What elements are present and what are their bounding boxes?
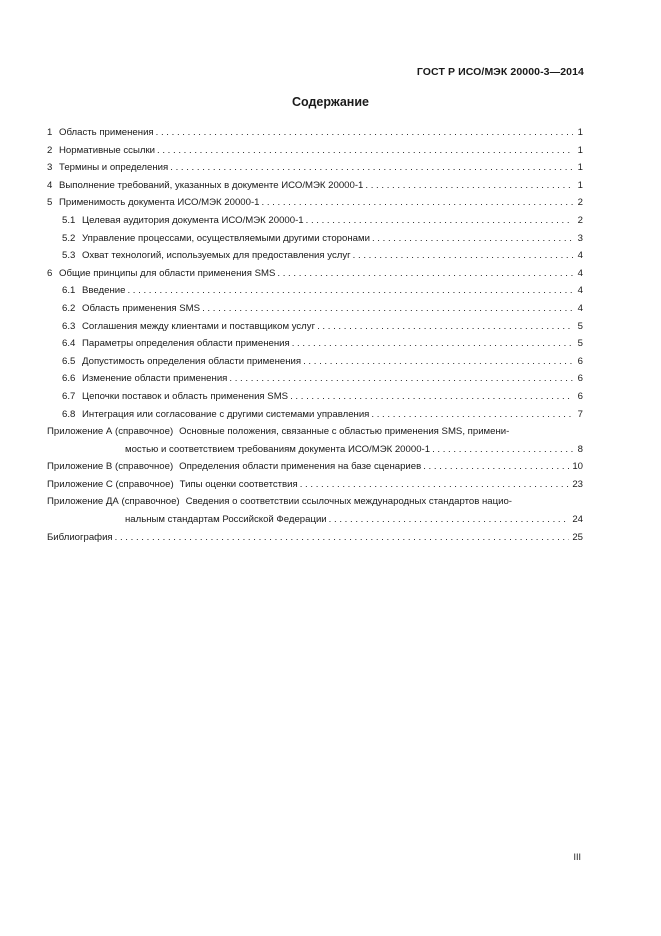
- toc-page-number: 23: [572, 478, 583, 490]
- toc-entry-text: Область применения: [59, 127, 154, 138]
- toc-page-number: 1: [577, 162, 583, 174]
- toc-entry-number: 6.8: [62, 408, 76, 420]
- toc-entry[interactable]: [47, 353, 583, 371]
- dot-leader: [317, 318, 573, 336]
- toc-entry-text: Цепочки поставок и область применения SMS: [82, 390, 289, 402]
- dot-leader: [127, 282, 573, 300]
- toc-entry-number: 5.3: [62, 250, 76, 262]
- toc-page-number: 6: [577, 355, 583, 367]
- toc-entry[interactable]: [47, 159, 583, 177]
- appendix-label: Приложение ДА (справочное): [47, 496, 180, 508]
- page-number: III: [573, 852, 581, 862]
- toc-page-number: 2: [577, 197, 583, 209]
- toc-entry[interactable]: [47, 406, 583, 424]
- toc-entry-number: 2: [47, 144, 53, 156]
- toc-entry[interactable]: [47, 318, 583, 336]
- dot-leader: [157, 142, 573, 160]
- toc-entry[interactable]: [47, 247, 583, 265]
- dot-leader: [156, 124, 573, 142]
- toc-entry-number: 6: [47, 267, 53, 279]
- appendix-title-line1: Сведения о соответствии ссылочных международных стандартов нацио-: [185, 496, 512, 508]
- toc-entry[interactable]: [47, 282, 583, 300]
- toc-appendix-b[interactable]: [47, 458, 583, 476]
- toc-entries: [47, 124, 583, 423]
- toc-entry[interactable]: [47, 194, 583, 212]
- toc-entry-number: 6.4: [62, 338, 76, 350]
- toc-entry[interactable]: [47, 124, 583, 142]
- toc-entry[interactable]: [47, 265, 583, 283]
- toc-entry-text: Термины и определения: [59, 162, 169, 174]
- toc-entry[interactable]: [47, 300, 583, 318]
- toc-entry-number: 6.2: [62, 302, 76, 314]
- toc-bibliography[interactable]: [47, 529, 583, 547]
- toc-entry-number: 1: [47, 127, 53, 138]
- dot-leader: [423, 458, 569, 476]
- toc-page-number: 24: [572, 514, 583, 526]
- toc-entry[interactable]: [47, 230, 583, 248]
- appendix-title-line1: Типы оценки соответствия: [179, 478, 298, 490]
- toc-entry-text: Параметры определения области применения: [82, 338, 290, 350]
- toc-page-number: 3: [577, 232, 583, 244]
- toc-entry-text: Нормативные ссылки: [59, 144, 156, 156]
- toc-entry-text: Применимость документа ИСО/МЭК 20000-1: [59, 197, 260, 209]
- toc-page-number: 4: [577, 267, 583, 279]
- toc-entry[interactable]: [47, 212, 583, 230]
- toc-page-number: 10: [572, 461, 583, 473]
- toc-entry-number: 3: [47, 162, 53, 174]
- dot-leader: [329, 511, 570, 529]
- toc-page-number: 1: [577, 179, 583, 191]
- toc-entry-number: 5.1: [62, 214, 76, 226]
- toc-entry[interactable]: [47, 370, 583, 388]
- toc-entry-number: 5: [47, 197, 53, 209]
- toc-page-number: 4: [577, 302, 583, 314]
- toc-entry-text: Управление процессами, осуществляемыми другими сторонами: [82, 232, 370, 244]
- dot-leader: [115, 529, 570, 547]
- toc-page-number: 5: [577, 320, 583, 332]
- toc-page-number: 6: [577, 390, 583, 402]
- toc-entry-text: Изменение области применения: [82, 373, 228, 385]
- toc-entry-number: 5.2: [62, 232, 76, 244]
- toc-page-number: 2: [577, 214, 583, 226]
- toc-entry-text: Интеграция или согласование с другими системами управления: [82, 408, 370, 420]
- toc-page-number: 8: [577, 443, 583, 455]
- toc-entry-text: Соглашения между клиентами и поставщиком услуг: [82, 320, 316, 332]
- dot-leader: [290, 388, 573, 406]
- toc-entry-text: Целевая аудитория документа ИСО/МЭК 20000-1: [82, 214, 304, 226]
- dot-leader: [365, 177, 573, 195]
- dot-leader: [292, 335, 573, 353]
- dot-leader: [262, 194, 574, 212]
- toc-page-number: 1: [577, 127, 583, 138]
- dot-leader: [353, 247, 573, 265]
- toc-entry-text: Библиография: [47, 531, 113, 543]
- toc-page-number: 25: [572, 531, 583, 543]
- dot-leader: [170, 159, 573, 177]
- toc-entry[interactable]: [47, 142, 583, 160]
- appendix-label: Приложение А (справочное): [47, 426, 174, 438]
- toc-entry[interactable]: [47, 177, 583, 195]
- dot-leader: [306, 212, 573, 230]
- appendix-label: Приложение С (справочное): [47, 478, 174, 490]
- toc-appendix-c[interactable]: [47, 476, 583, 494]
- appendix-title-line1: Основные положения, связанные с областью применения SMS, примени-: [179, 426, 510, 438]
- appendix-title-line1: Определения области применения на базе сценариев: [179, 461, 422, 473]
- toc-page-number: 4: [577, 285, 583, 297]
- appendix-title-line2: нальным стандартам Российской Федерации: [125, 514, 327, 526]
- toc-entry-text: Область применения SMS: [82, 302, 201, 314]
- dot-leader: [300, 476, 570, 494]
- standard-designation: ГОСТ Р ИСО/МЭК 20000-3—2014: [416, 66, 584, 78]
- toc-entry-number: 6.5: [62, 355, 76, 367]
- dot-leader: [432, 441, 575, 459]
- toc-page-number: 4: [577, 250, 583, 262]
- appendix-label: Приложение В (справочное): [47, 461, 174, 473]
- toc-appendix-a[interactable]: [47, 423, 583, 458]
- appendix-title-line2: мостью и соответствием требованиям документа ИСО/МЭК 20000-1: [125, 443, 431, 455]
- toc-page-number: 6: [577, 373, 583, 385]
- toc-page-number: 7: [577, 408, 583, 420]
- toc-entry[interactable]: [47, 388, 583, 406]
- toc-entry-text: Введение: [82, 285, 126, 297]
- toc-page-number: 1: [577, 144, 583, 156]
- dot-leader: [229, 370, 573, 388]
- toc-entry-text: Охват технологий, используемых для предоставления услуг: [82, 250, 351, 262]
- toc-appendix-da[interactable]: [47, 493, 583, 528]
- table-of-contents: [47, 124, 583, 546]
- toc-entry-number: 6.6: [62, 373, 76, 385]
- dot-leader: [303, 353, 573, 371]
- toc-entry-number: 4: [47, 179, 53, 191]
- toc-entry-text: Общие принципы для области применения SMS: [59, 267, 276, 279]
- toc-entry-number: 6.3: [62, 320, 76, 332]
- toc-entry-text: Допустимость определения области применения: [82, 355, 302, 367]
- toc-entry-number: 6.1: [62, 285, 76, 297]
- dot-leader: [372, 230, 573, 248]
- dot-leader: [277, 265, 573, 283]
- toc-entry[interactable]: [47, 335, 583, 353]
- dot-leader: [202, 300, 573, 318]
- toc-page-number: 5: [577, 338, 583, 350]
- toc-entry-text: Выполнение требований, указанных в документе ИСО/МЭК 20000-1: [59, 179, 364, 191]
- toc-entry-number: 6.7: [62, 390, 76, 402]
- dot-leader: [371, 406, 573, 424]
- page-title: Содержание: [291, 95, 369, 109]
